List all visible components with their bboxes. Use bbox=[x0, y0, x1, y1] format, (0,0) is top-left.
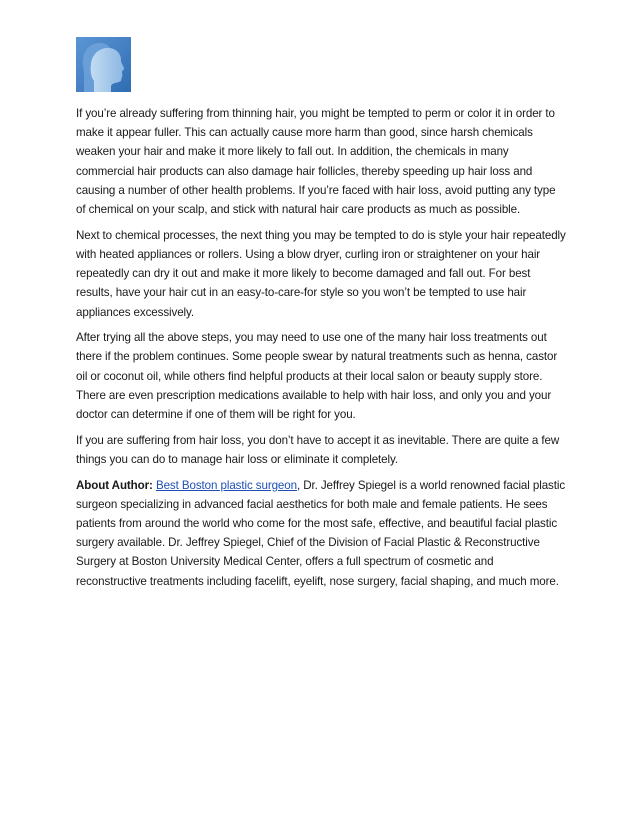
document-body bbox=[76, 104, 566, 597]
about-author-text: , Dr. Jeffrey Spiegel is a world renowned facial plastic surgeon specializing in advanced facial aesthetics for both male and female patients. He sees patients from around the world who come for the most safe, effective, and beautiful facial plastic surgery available. Dr. Jeffrey Spiegel, Chief of the Division of Facial Plastic & Reconstructive Surgery at Boston University Medical Center, offers a full spectrum of cosmetic and reconstructive treatments including facelift, eyelift, nose surgery, facial shaping, and much more. bbox=[76, 478, 566, 588]
face-profile-logo bbox=[76, 37, 131, 92]
about-author-paragraph bbox=[76, 476, 566, 591]
paragraph-chemicals: If you’re already suffering from thinning hair, you might be tempted to perm or color it in order to make it appear fuller. This can actually cause more harm than good, since harsh chemicals weaken your hair and make it more likely to fall out. In addition, the chemicals in many commercial hair products can also damage hair follicles, thereby speeding up hair loss and causing a number of other health problems. If you’re faced with hair loss, avoid putting any type of chemical on your scalp, and stick with natural hair care products as much as possible. bbox=[76, 107, 556, 217]
paragraph-styling: Next to chemical processes, the next thing you may be tempted to do is style your hair repeatedly with heated appliances or rollers. Using a blow dryer, curling iron or straightener on your hair repeatedly can dry it out and make it more likely to become damaged and fall out. For best results, have your hair cut in an easy-to-care-for style so you won’t be tempted to use hair appliances excessively. bbox=[76, 228, 566, 319]
surgeon-link[interactable]: Best Boston plastic surgeon bbox=[155, 478, 297, 492]
paragraph-conclusion: If you are suffering from hair loss, you don’t have to accept it as inevitable. There are quite a few things you can do to manage hair loss or eliminate it completely. bbox=[76, 433, 560, 466]
paragraph-treatments: After trying all the above steps, you may need to use one of the many hair loss treatments out there if the problem continues. Some people swear by natural treatments such as henna, castor oil or coconut oil, while others find helpful products at their local salon or beauty supply store. There are even prescription medications available to help with hair loss, and only you and your doctor can determine if one of them will be right for you. bbox=[76, 331, 558, 422]
about-author-label: About Author: bbox=[76, 478, 153, 492]
